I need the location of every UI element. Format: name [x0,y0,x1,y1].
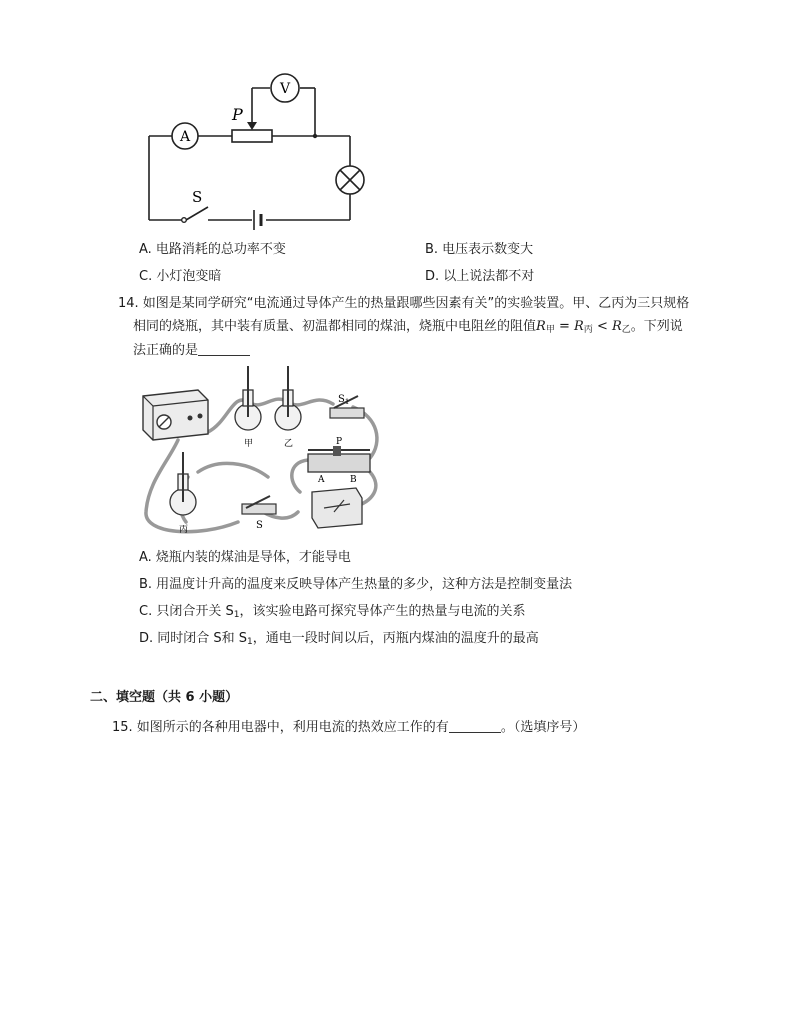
flask-yi-label: 乙 [284,439,294,449]
q13-option-a: A. 电路消耗的总功率不变 [139,242,286,257]
q14-option-d: D. 同时闭合 S和 $S_1$，通电一段时间以后，丙瓶内煤油的温度升的最高 [139,631,539,647]
switch-label: S [192,188,203,206]
q14-option-b: B. 用温度计升高的温度来反映导体产生热量的多少，这种方法是控制变量法 [139,577,573,592]
flask-bing-label: 丙 [179,525,189,535]
rheostat-a-label: A [318,475,325,485]
q14-apparatus-diagram [138,362,390,542]
flask-jia-label: 甲 [244,439,254,449]
q14-option-a: A. 烧瓶内装的煤油是导体，才能导电 [139,550,351,565]
q14-stem-line3: 法正确的是 [133,341,250,360]
rheostat-p-label: P [336,437,343,447]
q14-option-c: C. 只闭合开关 $S_1$，该实验电路可探究导体产生的热量与电流的关系 [139,604,526,620]
switch-s1-label: $S_1$ [338,394,350,406]
q14-stem-line2: 相同的烧瓶，其中装有质量、初温都相同的煤油，烧瓶中电阻丝的阻值$R_甲 = R_丙 < R_乙$。下列说 [133,319,683,335]
answer-blank[interactable] [449,718,501,733]
slider-label: P [232,105,243,124]
q13-circuit-diagram [140,70,370,230]
rheostat-b-label: B [350,475,357,485]
q13-option-c: C. 小灯泡变暗 [139,269,222,284]
q15-stem: 15. 如图所示的各种用电器中，利用电流的热效应工作的有 。（选填序号） [112,720,586,735]
q14-stem-line1: 14. 如图是某同学研究“电流通过导体产生的热量跟哪些因素有关”的实验装置。甲、乙丙为三只规格 [118,296,690,311]
q13-option-b: B. 电压表示数变大 [425,242,534,257]
ammeter-label: A [179,129,191,145]
section-title: 二、填空题（共 6 小题） [90,690,239,705]
answer-blank[interactable] [198,341,250,356]
switch-s-label: S [256,520,263,531]
q13-option-d: D. 以上说法都不对 [425,269,535,284]
voltmeter-label: V [279,81,291,97]
